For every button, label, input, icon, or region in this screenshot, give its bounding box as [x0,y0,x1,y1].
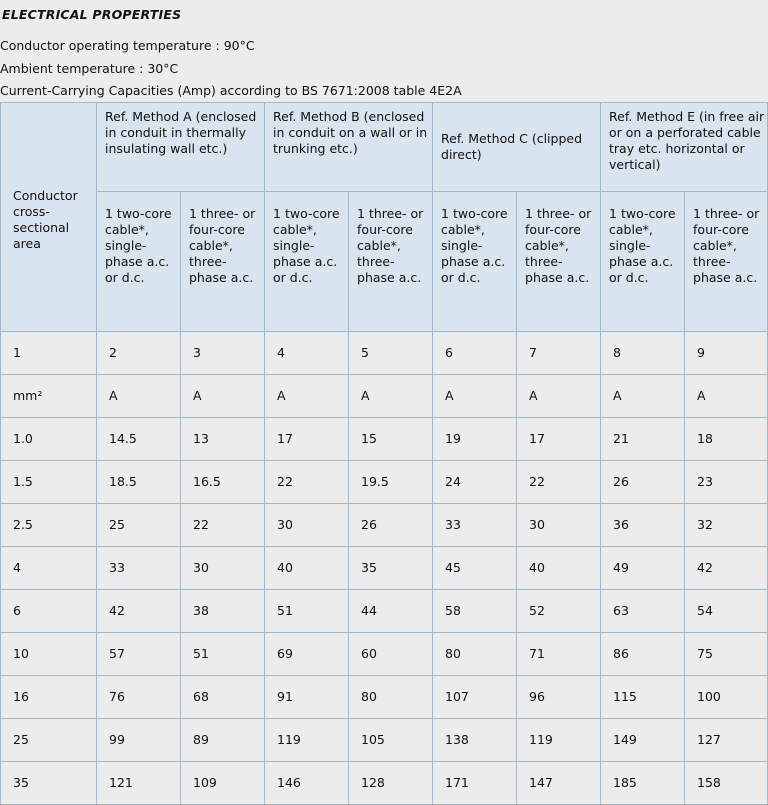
capacity-cell: 119 [265,719,349,762]
table-row [1,375,768,418]
capacity-cell: 52 [517,590,601,633]
capacity-cell: 35 [349,547,433,590]
capacity-cell: 80 [433,633,517,676]
capacity-cell: 42 [685,547,768,590]
area-cell: 25 [1,719,97,762]
area-cell: 6 [1,590,97,633]
capacity-cell: 80 [349,676,433,719]
area-cell: 2.5 [1,504,97,547]
capacity-cell: 44 [349,590,433,633]
capacity-cell: 3 [181,332,265,375]
capacity-cell: 115 [601,676,685,719]
capacity-cell: A [97,375,181,418]
capacity-cell: 86 [601,633,685,676]
capacity-cell: 23 [685,461,768,504]
capacity-cell: 127 [685,719,768,762]
capacity-cell: 30 [181,547,265,590]
capacity-cell: 38 [181,590,265,633]
capacity-cell: 30 [265,504,349,547]
capacity-cell: 22 [517,461,601,504]
area-cell: 1.0 [1,418,97,461]
capacity-cell: 149 [601,719,685,762]
capacity-cell: 33 [97,547,181,590]
method-e-header: Ref. Method E (in free air or on a perforated cable tray etc. horizontal or vertical) [601,103,768,192]
capacity-cell: 100 [685,676,768,719]
operating-temperature-text: Conductor operating temperature : 90°C [0,38,255,53]
capacity-cell: 33 [433,504,517,547]
capacity-cell: 75 [685,633,768,676]
capacity-cell: A [181,375,265,418]
method-a-header: Ref. Method A (enclosed in conduit in thermally insulating wall etc.) [97,103,265,192]
capacity-cell: 30 [517,504,601,547]
capacity-cell: 49 [601,547,685,590]
capacity-cell: 25 [97,504,181,547]
capacity-cell: 68 [181,676,265,719]
area-cell: 10 [1,633,97,676]
sub-header-three-core: 1 three- or four-core cable*, three-phase a.c. [181,192,265,332]
sub-header-three-core: 1 three- or four-core cable*, three-phase a.c. [349,192,433,332]
capacity-cell: 89 [181,719,265,762]
method-c-header: Ref. Method C (clipped direct) [433,103,601,192]
ambient-temperature-text: Ambient temperature : 30°C [0,61,179,76]
capacity-cell: 105 [349,719,433,762]
area-cell: 16 [1,676,97,719]
table-row [1,418,768,461]
capacity-cell: 121 [97,762,181,805]
table-row [1,590,768,633]
capacity-cell: 26 [601,461,685,504]
capacity-cell: 91 [265,676,349,719]
capacity-cell: 109 [181,762,265,805]
sub-header-three-core: 1 three- or four-core cable*, three-phase a.c. [517,192,601,332]
capacity-cell: 171 [433,762,517,805]
table-row [1,762,768,805]
capacity-cell: 51 [181,633,265,676]
capacity-cell: 76 [97,676,181,719]
capacity-cell: A [601,375,685,418]
capacity-cell: 60 [349,633,433,676]
method-b-header: Ref. Method B (enclosed in conduit on a wall or in trunking etc.) [265,103,433,192]
capacity-cell: 4 [265,332,349,375]
sub-header-two-core: 1 two-core cable*, single-phase a.c. or d.c. [433,192,517,332]
capacity-standard-text: Current-Carrying Capacities (Amp) according to BS 7671:2008 table 4E2A [0,83,462,98]
table-row [1,719,768,762]
area-cell: 1.5 [1,461,97,504]
capacity-cell: 99 [97,719,181,762]
capacity-cell: 42 [97,590,181,633]
table-row [1,547,768,590]
capacity-cell: 22 [265,461,349,504]
table-row [1,504,768,547]
capacity-cell: 24 [433,461,517,504]
area-cell: 1 [1,332,97,375]
capacity-cell: 119 [517,719,601,762]
capacity-cell: 5 [349,332,433,375]
sub-header-two-core: 1 two-core cable*, single-phase a.c. or d.c. [601,192,685,332]
capacity-cell: 158 [685,762,768,805]
section-heading: ELECTRICAL PROPERTIES [2,7,182,22]
capacity-cell: 22 [181,504,265,547]
capacity-cell: 40 [265,547,349,590]
capacity-cell: 147 [517,762,601,805]
capacity-cell: 17 [517,418,601,461]
capacity-cell: 40 [517,547,601,590]
table-body [1,332,768,805]
current-capacity-table [0,102,768,805]
capacity-cell: 51 [265,590,349,633]
capacity-cell: 21 [601,418,685,461]
capacity-cell: 32 [685,504,768,547]
capacity-cell: 45 [433,547,517,590]
capacity-cell: 146 [265,762,349,805]
capacity-cell: 128 [349,762,433,805]
conductor-area-header: Conductor cross-sectional area [1,103,97,332]
capacity-cell: 18 [685,418,768,461]
area-cell: 35 [1,762,97,805]
table-row [1,633,768,676]
capacity-cell: 138 [433,719,517,762]
capacity-cell: 36 [601,504,685,547]
capacity-cell: 63 [601,590,685,633]
table-row [1,332,768,375]
capacity-cell: 13 [181,418,265,461]
capacity-cell: 17 [265,418,349,461]
capacity-cell: A [433,375,517,418]
capacity-cell: A [685,375,768,418]
capacity-cell: 9 [685,332,768,375]
capacity-cell: A [265,375,349,418]
capacity-cell: 71 [517,633,601,676]
capacity-cell: A [349,375,433,418]
capacity-cell: 96 [517,676,601,719]
capacity-cell: 69 [265,633,349,676]
capacity-cell: 57 [97,633,181,676]
capacity-cell: 15 [349,418,433,461]
capacity-cell: 185 [601,762,685,805]
area-cell: 4 [1,547,97,590]
area-cell: mm² [1,375,97,418]
capacity-cell: 107 [433,676,517,719]
sub-header-two-core: 1 two-core cable*, single-phase a.c. or d.c. [265,192,349,332]
capacity-cell: 26 [349,504,433,547]
capacity-cell: 58 [433,590,517,633]
sub-header-three-core: 1 three- or four-core cable*, three-phase a.c. [685,192,768,332]
capacity-cell: 54 [685,590,768,633]
capacity-cell: 2 [97,332,181,375]
table-row [1,461,768,504]
capacity-cell: 19.5 [349,461,433,504]
table-row [1,676,768,719]
sub-header-two-core: 1 two-core cable*, single-phase a.c. or d.c. [97,192,181,332]
capacity-cell: 14.5 [97,418,181,461]
capacity-cell: A [517,375,601,418]
capacity-cell: 16.5 [181,461,265,504]
capacity-cell: 19 [433,418,517,461]
capacity-cell: 7 [517,332,601,375]
capacity-cell: 6 [433,332,517,375]
capacity-cell: 18.5 [97,461,181,504]
capacity-cell: 8 [601,332,685,375]
